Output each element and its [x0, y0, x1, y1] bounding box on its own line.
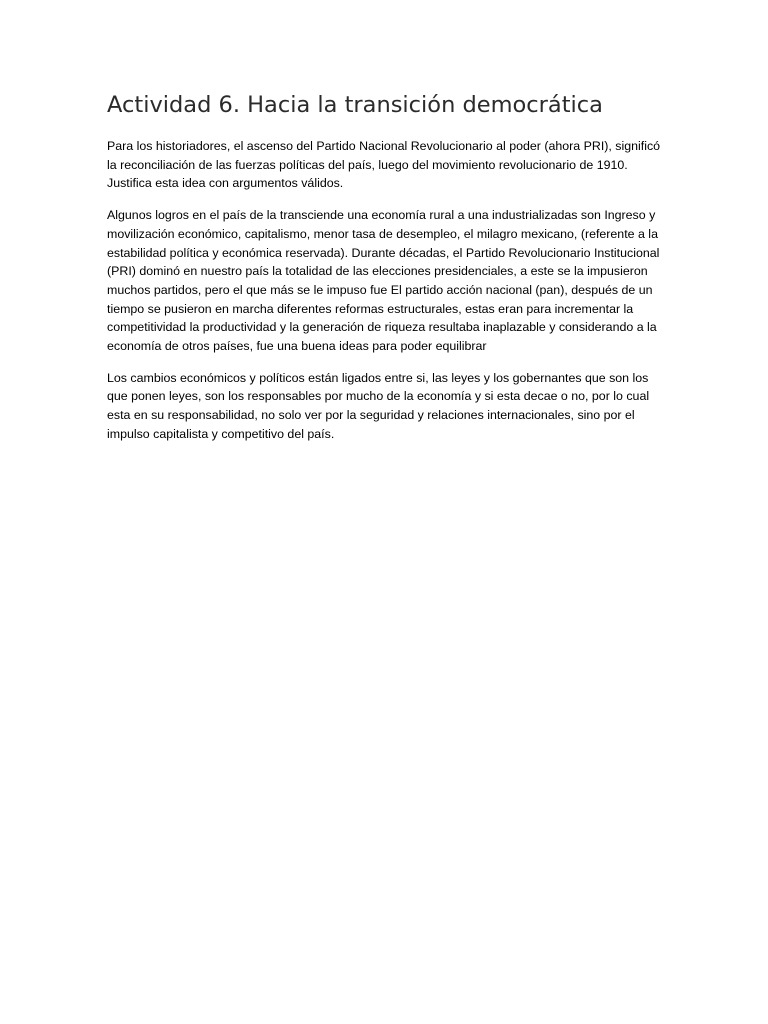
- paragraph-answer-achievements: Algunos logros en el país de la transciende una economía rural a una industrializadas son Ingreso y movilización económico, capitalismo, menor tasa de desempleo, el milagro mexicano, (referente a la estabilidad política y económica reservada). Durante décadas, el Partido Revolucionario Institucional (PRI) dominó en nuestro país la totalidad de las elecciones presidenciales, a este se la impusieron muchos partidos, pero el que más se le impuso fue El partido acción nacional (pan), después de un tiempo se pusieron en marcha diferentes reformas estructurales, estas eran para incrementar la competitividad la productividad y la generación de riqueza resultaba inaplazable y considerando a la economía de otros países, fue una buena ideas para poder equilibrar: [107, 208, 660, 354]
- document-title: Actividad 6. Hacia la transición democrática: [107, 92, 603, 118]
- paragraph-answer-changes: Los cambios económicos y políticos están ligados entre si, las leyes y los gobernantes que son los que ponen leyes, son los responsables por mucho de la economía y si esta decae o no, por lo cual esta en su responsabilidad, no solo ver por la seguridad y relaciones internacionales, sino por el impulso capitalista y competitivo del país.: [107, 370, 650, 441]
- paragraph-question: Para los historiadores, el ascenso del Partido Nacional Revolucionario al poder (ahora PRI), significó la reconciliación de las fuerzas políticas del país, luego del movimiento revolucionario de 1910. Justifica esta idea con argumentos válidos.: [107, 139, 661, 191]
- document-body: [107, 90, 663, 457]
